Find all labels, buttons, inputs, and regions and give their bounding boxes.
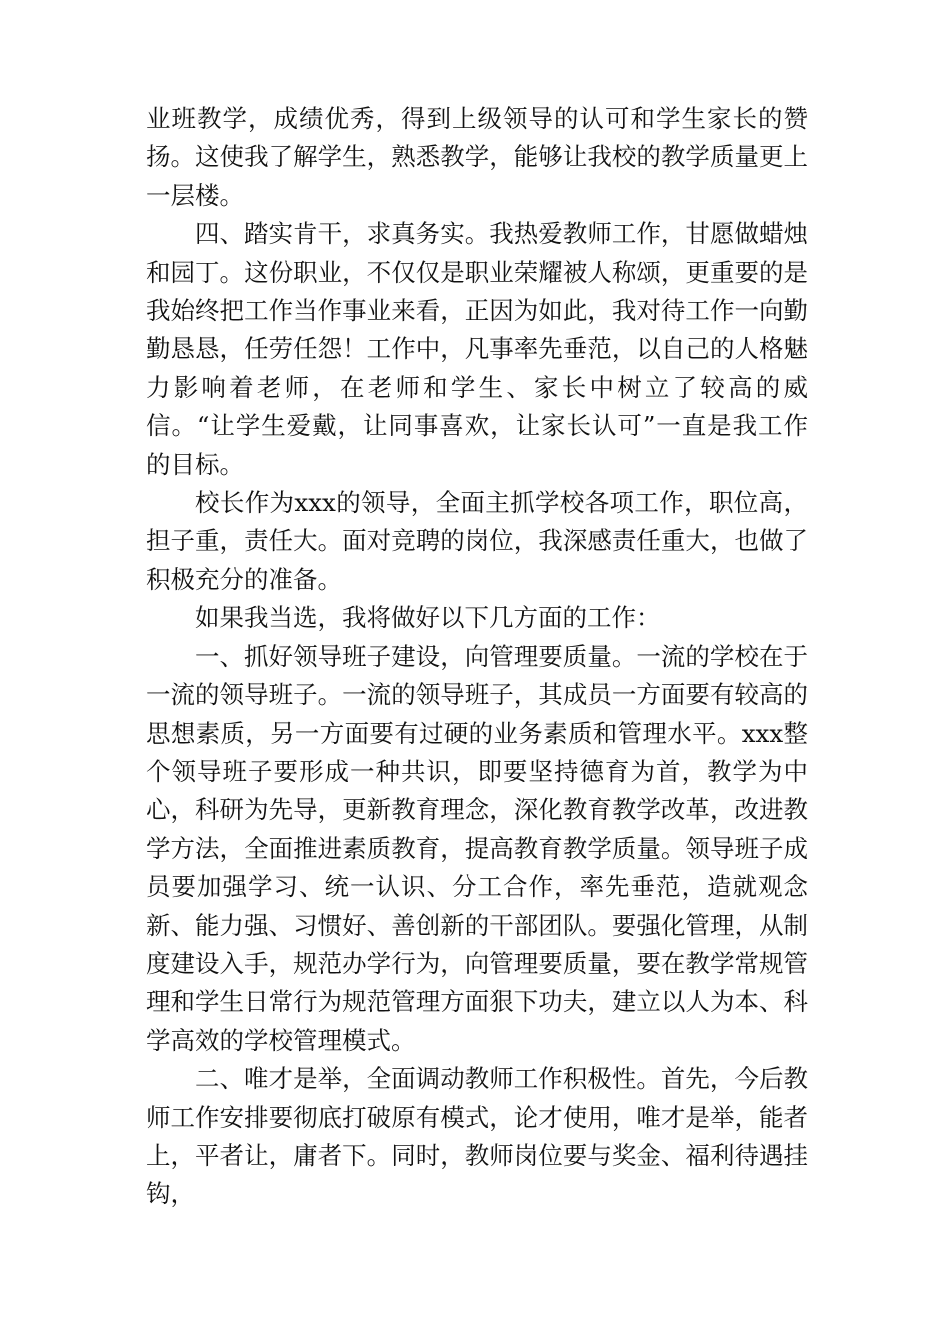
document-body [146,100,808,1214]
paragraph-principal-role: 校长作为xxx的领导，全面主抓学校各项工作，职位高，担子重，责任大。面对竞聘的岗位，我深感责任重大，也做了积极充分的准备。 [146,488,808,594]
paragraph-if-elected: 如果我当选，我将做好以下几方面的工作： [195,603,661,633]
paragraph-point-four: 四、踏实肯干，求真务实。我热爱教师工作，甘愿做蜡烛和园丁。这份职业，不仅仅是职业荣耀被人称颂，更重要的是我始终把工作当作事业来看，正因为如此，我对待工作一向勤勤恳恳，任劳任怨！工作中，凡事率先垂范，以自己的人格魅力影响着老师，在老师和学生、家长中树立了较高的威信。“让学生爱戴，让同事喜欢，让家长认可”一直是我工作的目标。 [146,219,808,479]
paragraph-point-one: 一、抓好领导班子建设，向管理要质量。一流的学校在于一流的领导班子。一流的领导班子，其成员一方面要有较高的思想素质，另一方面要有过硬的业务素质和管理水平。xxx整个领导班子要形成一种共识，即要坚持德育为首，教学为中心，科研为先导，更新教育理念，深化教育教学改革，改进教学方法，全面推进素质教育，提高教育教学质量。领导班子成员要加强学习、统一认识、分工合作，率先垂范，造就观念新、能力强、习惯好、善创新的干部团队。要强化管理，从制度建设入手，规范办学行为，向管理要质量，要在教学常规管理和学生日常行为规范管理方面狠下功夫，建立以人为本、科学高效的学校管理模式。 [146,641,808,1055]
paragraph-point-two: 二、唯才是举，全面调动教师工作积极性。首先，今后教师工作安排要彻底打破原有模式，论才使用，唯才是举，能者上，平者让，庸者下。同时，教师岗位要与奖金、福利待遇挂钩， [146,1064,808,1209]
paragraph-continuation: 业班教学，成绩优秀，得到上级领导的认可和学生家长的赞扬。这使我了解学生，熟悉教学，能够让我校的教学质量更上一层楼。 [146,104,808,210]
